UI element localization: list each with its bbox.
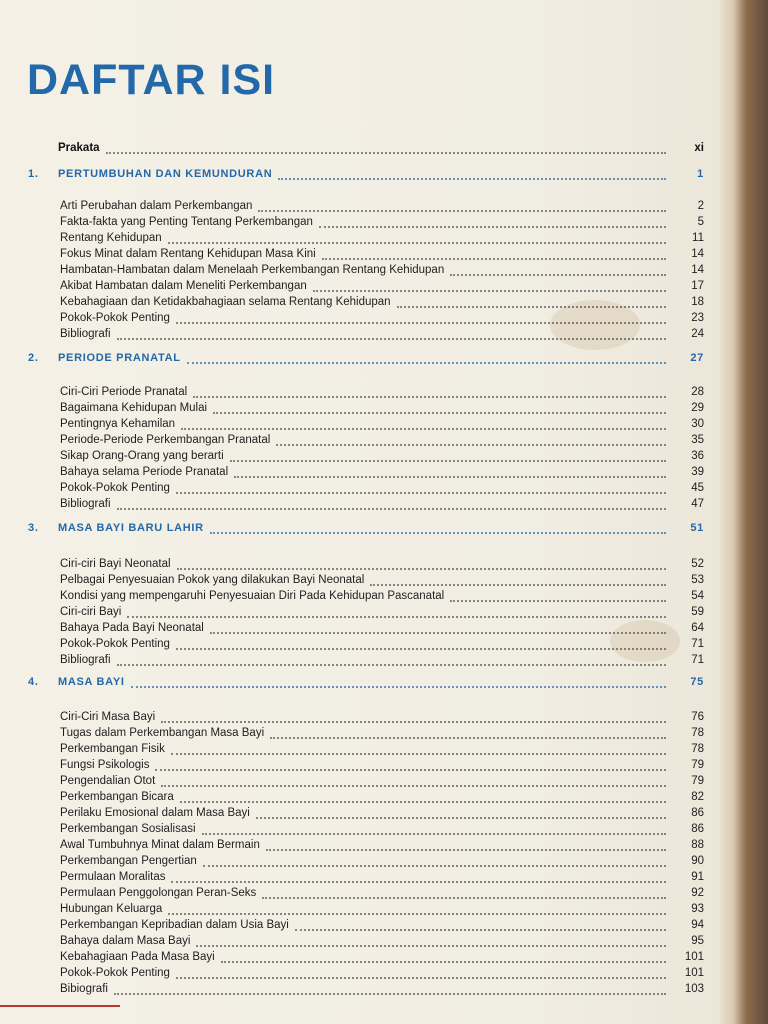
toc-entry bbox=[28, 883, 704, 899]
entry-title: Pelbagai Penyesuaian Pokok yang dilakukan Bayi Neonatal bbox=[60, 574, 365, 586]
toc-leader-dots bbox=[210, 524, 666, 534]
toc-leader-dots bbox=[114, 985, 666, 995]
toc-entry bbox=[28, 570, 704, 586]
toc-leader-dots bbox=[266, 841, 666, 851]
toc-entry bbox=[28, 835, 704, 851]
entry-title: Pokok-Pokok Penting bbox=[60, 638, 170, 650]
entry-title: Ciri-ciri Bayi Neonatal bbox=[60, 558, 171, 570]
entry-page-number: 2 bbox=[697, 200, 704, 212]
toc-entry bbox=[28, 382, 704, 398]
toc-entry bbox=[28, 723, 704, 739]
toc-leader-dots bbox=[202, 825, 666, 835]
toc-entry bbox=[28, 771, 704, 787]
toc-entry bbox=[28, 947, 704, 963]
page-title: DAFTAR ISI bbox=[27, 56, 276, 104]
toc-leader-dots bbox=[161, 777, 666, 787]
toc-leader-dots bbox=[181, 420, 666, 430]
entry-page-number: 94 bbox=[691, 919, 704, 931]
entry-page-number: 39 bbox=[691, 466, 704, 478]
toc-leader-dots bbox=[176, 969, 666, 979]
toc-leader-dots bbox=[176, 640, 666, 650]
entry-page-number: 78 bbox=[691, 727, 704, 739]
toc-leader-dots bbox=[370, 576, 666, 586]
chapter-title: MASA BAYI BARU LAHIR bbox=[58, 522, 204, 534]
entry-title: Perkembangan Fisik bbox=[60, 743, 165, 755]
entry-page-number: 71 bbox=[691, 638, 704, 650]
chapter-number: 3. bbox=[28, 522, 39, 534]
toc-entry bbox=[28, 739, 704, 755]
entry-page-number: 71 bbox=[691, 654, 704, 666]
toc-leader-dots bbox=[131, 678, 666, 688]
toc-leader-dots bbox=[450, 266, 666, 276]
entry-title: Pentingnya Kehamilan bbox=[60, 418, 176, 430]
toc-entry bbox=[28, 212, 704, 228]
entry-title: Bibliografi bbox=[60, 328, 111, 340]
toc-leader-dots bbox=[322, 250, 666, 260]
entry-page-number: 14 bbox=[691, 264, 704, 276]
toc-entry bbox=[28, 819, 704, 835]
entry-page-number: 52 bbox=[691, 558, 704, 570]
entry-page-number: 92 bbox=[691, 887, 704, 899]
toc-leader-dots bbox=[276, 436, 666, 446]
toc-entry bbox=[28, 398, 704, 414]
chapter-number: 1. bbox=[28, 168, 39, 180]
entry-title: Bibiografi bbox=[60, 983, 108, 995]
chapter-heading-1 bbox=[28, 164, 704, 180]
chapter-page-number: 1 bbox=[697, 168, 704, 180]
entry-title: Arti Perubahan dalam Perkembangan bbox=[60, 200, 253, 212]
entry-page-number: 54 bbox=[691, 590, 704, 602]
entry-title: Bahaya selama Periode Pranatal bbox=[60, 466, 229, 478]
entry-page-number: 103 bbox=[684, 983, 704, 995]
entry-page-number: 78 bbox=[691, 743, 704, 755]
entry-title: Kebahagiaan dan Ketidakbahagiaan selama Rentang Kehidupan bbox=[60, 296, 391, 308]
entry-title: Pengendalian Otot bbox=[60, 775, 156, 787]
chapter-number: 4. bbox=[28, 676, 39, 688]
toc-leader-dots bbox=[230, 452, 666, 462]
entry-page-number: 30 bbox=[691, 418, 704, 430]
entry-title: Permulaan Moralitas bbox=[60, 871, 166, 883]
entry-page-number: 86 bbox=[691, 807, 704, 819]
toc-entry bbox=[28, 851, 704, 867]
chapter-heading-4 bbox=[28, 672, 704, 688]
toc-leader-dots bbox=[168, 234, 666, 244]
entry-page-number: 101 bbox=[684, 967, 704, 979]
toc-entry bbox=[28, 755, 704, 771]
entry-title: Bagaimana Kehidupan Mulai bbox=[60, 402, 208, 414]
toc-leader-dots bbox=[196, 937, 666, 947]
chapter-title: PERTUMBUHAN DAN KEMUNDURAN bbox=[58, 168, 273, 180]
entry-title: Fokus Minat dalam Rentang Kehidupan Masa Kini bbox=[60, 248, 316, 260]
toc-leader-dots bbox=[168, 905, 666, 915]
entry-title: Pokok-Pokok Penting bbox=[60, 967, 170, 979]
toc-leader-dots bbox=[213, 404, 666, 414]
entry-title: Permulaan Penggolongan Peran-Seks bbox=[60, 887, 257, 899]
entry-title: Bahaya dalam Masa Bayi bbox=[60, 935, 191, 947]
toc-entry bbox=[28, 554, 704, 570]
toc-leader-dots bbox=[193, 388, 666, 398]
toc-entry bbox=[28, 915, 704, 931]
chapter-page-number: 27 bbox=[690, 352, 704, 364]
toc-leader-dots bbox=[313, 282, 666, 292]
entry-page-number: 79 bbox=[691, 775, 704, 787]
toc-leader-dots bbox=[161, 713, 666, 723]
toc-leader-dots bbox=[155, 761, 666, 771]
entry-title: Fungsi Psikologis bbox=[60, 759, 150, 771]
toc-entry bbox=[28, 478, 704, 494]
entry-title: Akibat Hambatan dalam Meneliti Perkembangan bbox=[60, 280, 307, 292]
entry-title: Bahaya Pada Bayi Neonatal bbox=[60, 622, 204, 634]
toc-entry bbox=[28, 446, 704, 462]
entry-page-number: 14 bbox=[691, 248, 704, 260]
entry-page-number: 29 bbox=[691, 402, 704, 414]
entry-title: Perkembangan Sosialisasi bbox=[60, 823, 196, 835]
toc-entry bbox=[28, 634, 704, 650]
entry-title: Ciri-ciri Bayi bbox=[60, 606, 122, 618]
chapter-heading-3 bbox=[28, 518, 704, 534]
torn-right-edge bbox=[720, 0, 768, 1024]
entry-page-number: 86 bbox=[691, 823, 704, 835]
toc-leader-dots bbox=[177, 560, 666, 570]
toc-entry bbox=[28, 414, 704, 430]
entry-title: Sikap Orang-Orang yang berarti bbox=[60, 450, 224, 462]
toc-leader-dots bbox=[210, 624, 666, 634]
chapter-title: PERIODE PRANATAL bbox=[58, 352, 181, 364]
chapter-page-number: 75 bbox=[690, 676, 704, 688]
toc-entry bbox=[28, 618, 704, 634]
toc-entry bbox=[28, 899, 704, 915]
entry-title: Ciri-Ciri Periode Pranatal bbox=[60, 386, 188, 398]
entry-page-number: 24 bbox=[691, 328, 704, 340]
toc-leader-dots bbox=[319, 218, 666, 228]
toc-entry bbox=[28, 787, 704, 803]
entry-page-number: 35 bbox=[691, 434, 704, 446]
toc-entry bbox=[28, 292, 704, 308]
toc-leader-dots bbox=[187, 354, 666, 364]
toc-leader-dots bbox=[258, 202, 666, 212]
toc-entry bbox=[28, 462, 704, 478]
entry-page-number: 59 bbox=[691, 606, 704, 618]
toc-leader-dots bbox=[278, 170, 666, 180]
entry-page-number: 5 bbox=[697, 216, 704, 228]
toc-entry bbox=[28, 979, 704, 995]
toc-entry bbox=[28, 707, 704, 723]
entry-title: Rentang Kehidupan bbox=[60, 232, 162, 244]
entry-title: Perilaku Emosional dalam Masa Bayi bbox=[60, 807, 250, 819]
entry-page-number: 53 bbox=[691, 574, 704, 586]
entry-page-number: 11 bbox=[692, 232, 704, 244]
chapter-title: MASA BAYI bbox=[58, 676, 125, 688]
entry-page-number: 90 bbox=[691, 855, 704, 867]
entry-page-number: 79 bbox=[691, 759, 704, 771]
prakata-page-number: xi bbox=[694, 142, 704, 154]
entry-page-number: 28 bbox=[691, 386, 704, 398]
entry-page-number: 23 bbox=[691, 312, 704, 324]
toc-leader-dots bbox=[397, 298, 666, 308]
toc-leader-dots bbox=[203, 857, 666, 867]
entry-title: Tugas dalam Perkembangan Masa Bayi bbox=[60, 727, 265, 739]
entry-page-number: 18 bbox=[691, 296, 704, 308]
toc-leader-dots bbox=[262, 889, 666, 899]
chapter-heading-2 bbox=[28, 348, 704, 364]
entry-title: Bibliografi bbox=[60, 654, 111, 666]
toc-leader-dots bbox=[221, 953, 666, 963]
toc-leader-dots bbox=[127, 608, 666, 618]
toc-leader-dots bbox=[256, 809, 666, 819]
toc-leader-dots bbox=[106, 144, 666, 154]
entry-page-number: 64 bbox=[691, 622, 704, 634]
entry-title: Pokok-Pokok Penting bbox=[60, 482, 170, 494]
toc-entry bbox=[28, 228, 704, 244]
toc-entry bbox=[28, 963, 704, 979]
toc-leader-dots bbox=[450, 592, 666, 602]
toc-leader-dots bbox=[171, 873, 666, 883]
toc-leader-dots bbox=[270, 729, 666, 739]
toc-entry bbox=[28, 308, 704, 324]
toc-leader-dots bbox=[295, 921, 666, 931]
entry-page-number: 91 bbox=[691, 871, 704, 883]
entry-page-number: 101 bbox=[684, 951, 704, 963]
toc-leader-dots bbox=[171, 745, 666, 755]
toc-leader-dots bbox=[180, 793, 666, 803]
toc-entry bbox=[28, 324, 704, 340]
entry-title: Hambatan-Hambatan dalam Menelaah Perkembangan Rentang Kehidupan bbox=[60, 264, 445, 276]
toc-entry bbox=[28, 586, 704, 602]
toc-leader-dots bbox=[234, 468, 666, 478]
entry-title: Perkembangan Pengertian bbox=[60, 855, 197, 867]
toc-entry bbox=[28, 276, 704, 292]
entry-title: Pokok-Pokok Penting bbox=[60, 312, 170, 324]
entry-page-number: 76 bbox=[691, 711, 704, 723]
toc-leader-dots bbox=[176, 484, 666, 494]
toc-entry bbox=[28, 602, 704, 618]
entry-title: Perkembangan Bicara bbox=[60, 791, 174, 803]
entry-page-number: 45 bbox=[691, 482, 704, 494]
prakata-label: Prakata bbox=[58, 142, 100, 154]
toc-entry bbox=[28, 430, 704, 446]
entry-page-number: 36 bbox=[691, 450, 704, 462]
entry-page-number: 47 bbox=[691, 498, 704, 510]
toc-entry bbox=[28, 650, 704, 666]
toc-entry bbox=[28, 803, 704, 819]
entry-title: Kondisi yang mempengaruhi Penyesuaian Diri Pada Kehidupan Pascanatal bbox=[60, 590, 445, 602]
toc-leader-dots bbox=[176, 314, 666, 324]
toc-leader-dots bbox=[117, 656, 667, 666]
entry-page-number: 88 bbox=[691, 839, 704, 851]
toc-entry bbox=[28, 494, 704, 510]
chapter-page-number: 51 bbox=[690, 522, 704, 534]
toc-entry bbox=[28, 867, 704, 883]
entry-title: Periode-Periode Perkembangan Pranatal bbox=[60, 434, 271, 446]
toc-leader-dots bbox=[117, 500, 667, 510]
entry-title: Kebahagiaan Pada Masa Bayi bbox=[60, 951, 215, 963]
entry-title: Perkembangan Kepribadian dalam Usia Bayi bbox=[60, 919, 289, 931]
entry-page-number: 95 bbox=[691, 935, 704, 947]
entry-title: Ciri-Ciri Masa Bayi bbox=[60, 711, 156, 723]
entry-title: Awal Tumbuhnya Minat dalam Bermain bbox=[60, 839, 260, 851]
toc-leader-dots bbox=[117, 330, 667, 340]
toc-entry bbox=[28, 196, 704, 212]
toc-entry bbox=[28, 244, 704, 260]
entry-page-number: 17 bbox=[691, 280, 704, 292]
entry-page-number: 93 bbox=[691, 903, 704, 915]
entry-title: Bibliografi bbox=[60, 498, 111, 510]
entry-title: Fakta-fakta yang Penting Tentang Perkembangan bbox=[60, 216, 313, 228]
bottom-margin-mark bbox=[0, 1005, 120, 1007]
toc-entry bbox=[28, 931, 704, 947]
entry-page-number: 82 bbox=[691, 791, 704, 803]
toc-entry bbox=[28, 260, 704, 276]
entry-title: Hubungan Keluarga bbox=[60, 903, 163, 915]
prakata-entry bbox=[28, 138, 704, 154]
chapter-number: 2. bbox=[28, 352, 39, 364]
